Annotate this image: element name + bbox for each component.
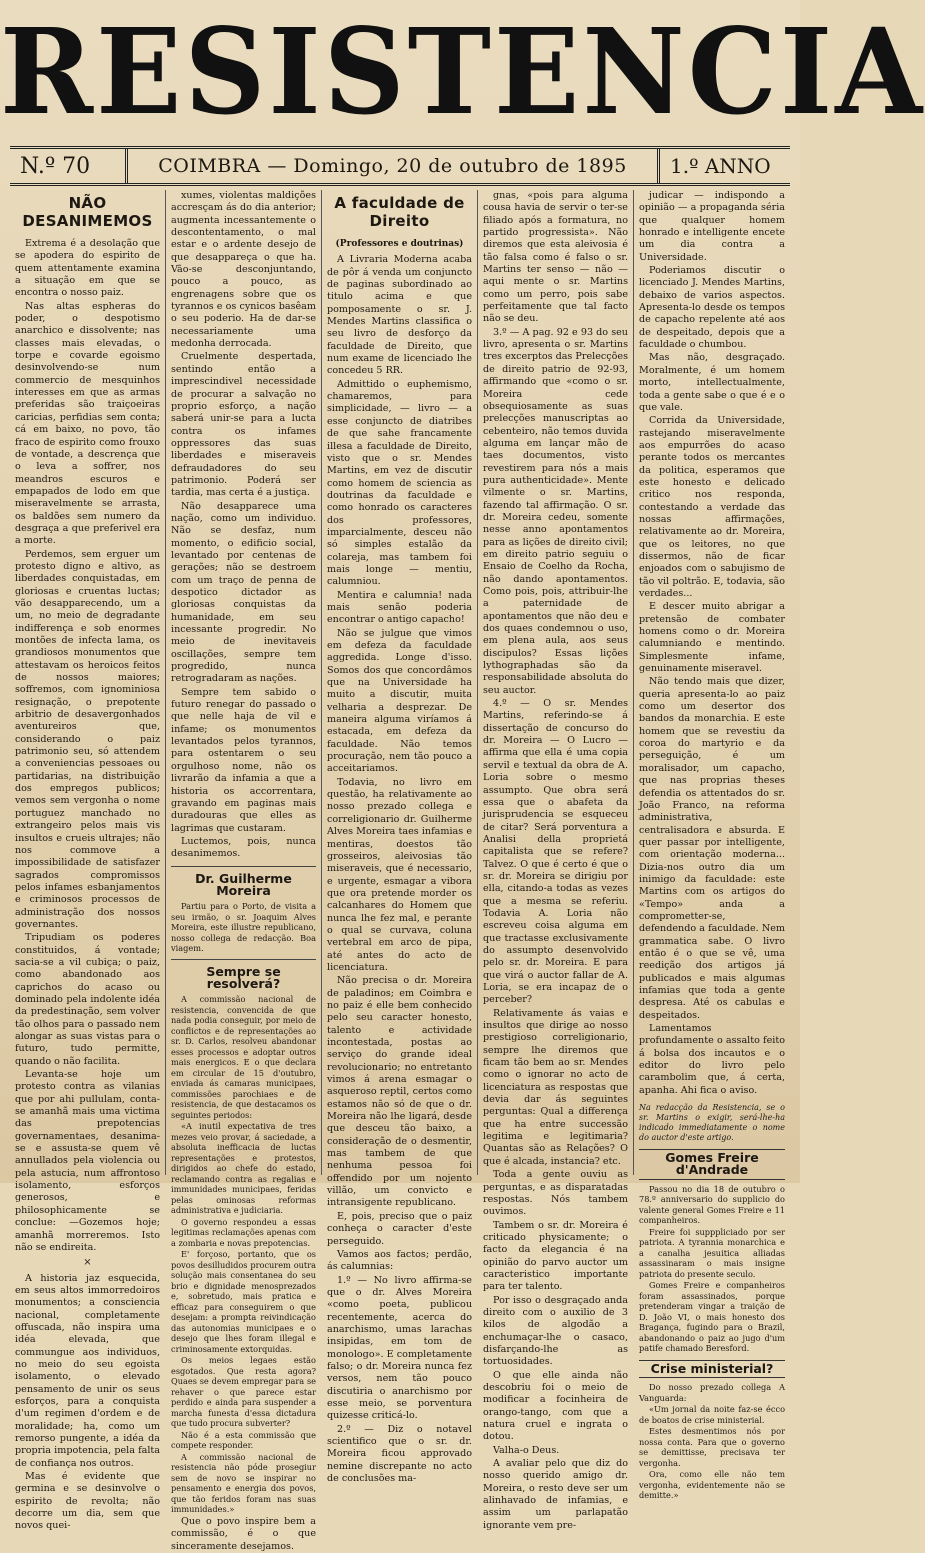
paragraph: xumes, violentas maldições accresçam ás do dia anterior; augmenta incessantemente o descontentamento, o mal estar e o ardente desejo de que desappareça o que ha. Vão-se desconjuntando, pouco a pouco, as engrenagens sobre que os tyrannos e os cynicos basêam o seu poderio. Ha de dar-se necessariamente uma medonha derrocada.	[171, 190, 316, 350]
quote-paragraph: «A inutil expectativa de tres mezes veio provar, á saciedade, a absoluta inefficacia de luctas representações e protestos, dirigidos ao chefe do estado, reclamando contra as regalias e immunidades municipaes, feridas pelas ominosas reformas administrativa e judiciaria.	[171, 1121, 316, 1216]
article-subtitle: (Professores e doutrinas)	[335, 239, 464, 249]
paragraph: A Livraria Moderna acaba de pôr á venda um conjuncto de paginas subordinado ao titulo acima e que pomposamente o sr. J. Mendes Martins classifica o seu livro de desforço da faculdade de Direito, que num exame de licenciado lhe concedeu 5 RR.	[327, 254, 472, 377]
paragraph: judicar — indispondo a opinião — a propaganda séria que qualquer homem honrado e intelligente encete um dia contra a Universidade.	[639, 190, 785, 263]
quote-paragraph: Ora, como elle não tem vergonha, evidentemente não se demitte.»	[639, 1469, 785, 1501]
paragraph: Sempre tem sabido o futuro renegar do passado o que nelle haja de vil e infame; os monumentos levantados pelos tyrannos, para ostentarem o seu orgulhoso nome, não os livrarão da infamia a que a historia os accorrentara, gravando em paginas mais duradouras que elles as lagrimas que custaram.	[171, 686, 316, 834]
quote-paragraph: Não é a esta commissão que compete responder.	[171, 1429, 316, 1451]
column-5	[634, 190, 790, 1501]
paragraph: E descer muito abrigar a pretensão de combater homens como o dr. Moreira calumniando e mentindo. Simplesmente infame, genuinamente miseravel.	[639, 601, 785, 675]
newspaper-title: RESISTENCIA	[0, 3, 925, 142]
paragraph: Perdemos, sem erguer um protesto digno e altivo, as liberdades conquistadas, em gloriosas e cruentas luctas; vão desapparecendo, um a um, no meio de degradante indifferença e sob enormes montões de infecta lama, os grandiosos monumentos que attestavam os heroicos feitos de nossos maiores; soffremos, com ignominiosa resignação, o prepotente arbitrio de desavergonhados aventureiros que, considerando o paiz patrimonio seu, só attendem a conveniencias pessoaes ou partidarias, na distribuição dos empregos publicos; vemos sem vergonha o nome portuguez manchado no extrangeiro pelos mais vis insultos e crueis ultrajes; não nos commove a impossibilidade de satisfazer sagrados compromissos pelos infames esbanjamentos e criminosos processos de administração dos nossos governantes.	[15, 548, 160, 930]
paragraph: Passou no dia 18 de outubro o 78.º anniversario do supplicio do valente general Gomes Freire e 11 companheiros.	[639, 1183, 785, 1226]
column-4	[478, 190, 634, 1531]
divider	[171, 866, 316, 867]
column-1	[10, 190, 166, 1532]
quote-paragraph: «Um jornal da noite faz-se écco de boatos de crise ministerial.	[639, 1404, 785, 1425]
paragraph: Levanta-se hoje um protesto contra as vilanias que por ahi pullulam, conta-se amanhã mais uma victima das prepotencias governamentaes, desanima-se e assusta-se quem vê annullados pela violencia ou pela astucia, num affrontoso isolamento, esforços generosos, e philosophicamente se conclue: —Gozemos hoje; amanhã morreremos. Isto não se endireita.	[15, 1069, 160, 1253]
paragraph: Toda a gente ouviu as perguntas, e as disparatadas respostas. Nós tambem ouvimos.	[483, 1169, 628, 1218]
paragraph: Cruelmente despertada, sentindo então a imprescindivel necessidade de procurar a salvação no proprio esforço, a nação saberá unir-se para a lucta contra os infames oppressores das suas liberdades e miseraveis defraudadores do seu patrimonio. Poderá ser tardia, mas certa é a justiça.	[171, 351, 316, 499]
paragraph: O que elle ainda não descobriu foi o meio de modificar a focinheira de orango-tango, com que a natura cruel e ingrata o dotou.	[483, 1369, 628, 1443]
paragraph: 1.º — No livro affirma-se que o dr. Alves Moreira «como poeta, publicou recentemente, acerca do anarchismo, umas larachas insipidas, em tom de monologo». E completamente falso; o dr. Moreira nunca fez versos, nem tão pouco discutiria o anarchismo por esse meio, se porventura quizesse criticá-lo.	[327, 1274, 472, 1422]
paragraph: Por isso o desgraçado anda direito com o auxilio de 3 kilos de algodão a enchumaçar-lhe o casaco, disfarçando-lhe as tortuosidades.	[483, 1294, 628, 1368]
paragraph: 2.º — Diz o notavel scientifico que o sr. dr. Moreira ficou approvado nemine discrepante no acto de conclusões ma-	[327, 1423, 472, 1485]
paragraph: Tripudiam os poderes constituidos, á vontade; sacia-se a vil cubiça; o paiz, como abandonado aos caprichos do acaso ou dominado pela indolente idéa da predestinação, sem volver tão olhos para o passado nem alongar as suas vistas para o futuro, tudo permitte, quando o não facilita.	[15, 932, 160, 1067]
paragraph: A commissão nacional de resistencia, convencida de que nada podia conseguir, por meio de conflictos e de representações ao sr. D. Carlos, resolveu abandonar esses processos e adoptar outros mais energicos. E o que declara em circular de 15 d'outubro, enviada ás camaras municipaes, commissões parochiaes e de resistencia, de que destacamos os seguintes periodos:	[171, 994, 316, 1120]
paragraph: Extrema é a desolação que se apodera do espirito de quem attentamente examina a situação em que se encontra o nosso paiz.	[15, 238, 160, 299]
paragraph: Gomes Freire e companheiros foram assassinados, porque pretenderam vingar a traição de D. João VI, o mais honesto dos Bragança, fugindo para o Brazil, abandonando o paiz ao jugo d'um patife chamado Beresford.	[639, 1280, 785, 1354]
paragraph: Partiu para o Porto, de visita a seu irmão, o sr. Joaquim Alves Moreira, este illustre republicano, nosso collega de redacção. Boa viagem.	[171, 901, 316, 954]
paragraph: 4.º — O sr. Mendes Martins, referindo-se á dissertação de concurso do dr. Moreira — O Lucro — affirma que ella é uma copia servil e textual da obra de A. Loria sobre o mesmo assumpto. Que obra será essa que o abafeta da jurisprudencia se esqueceu de citar? Será porventura a Analisi della proprietá capitalista que se refere? Talvez. O que é certo é que o sr. dr. Moreira se dirigiu por ella, citando-a todas as vezes que a mesma se referiu. Todavia A. Loria não escreveu coisa alguma em que tractasse exclusivamente do assumpto desenvolvido pelo sr. dr. Moreira. E para que virá o auctor fallar de A. Loria, se era incapaz de o perceber?	[483, 698, 628, 1006]
paragraph: Lamentamos profundamente o assalto feito á bolsa dos incautos e o editor do livro pelo carambolim que, á certa, apanha. Ahi fica o aviso.	[639, 1023, 785, 1096]
paragraph: Todavia, no livro em questão, ha relativamente ao nosso prezado collega e correligionario dr. Guilherme Alves Moreira taes infamias e mentiras, doestos tão grosseiros, aleivosias tão miseraveis, que é necessario, e urgente, esmagar a vibora que ora pretende morder os calcanhares do Homem que nunca lhe fez mal, e perante o qual se curvava, coluna vertebral em arco de pipa, até antes do acto de licenciatura.	[327, 776, 472, 973]
issue-year: 1.º ANNO	[657, 149, 790, 183]
quote-paragraph: Estes desmentimos nós por nossa conta. Para que o governo se demittisse, precisava ter vergonha.	[639, 1426, 785, 1468]
paragraph: Não tendo mais que dizer, queria apresenta-lo ao paiz como um desertor dos bandos da monarchia. E este homem que se revestiu da coroa do martyrio e da perseguição, é um moralisador, um capacho, que nas proprias theses defendia os attentados do sr. João Franco, na reforma administrativa, centralisadora e absurda. E quer passar por intelligente, com orientação moderna... Dizia-nos outro dia um inimigo da faculdade: este Martins com os artigos do «Tempo» anda a comprometter-se, defendendo a faculdade. Nem grammatica sabe. O livro então é o que se vê, uma reedição dos artigos já publicados e mais algumas infamias que toda a gente despresa. Até os cabulas e despeitados.	[639, 676, 785, 1021]
paragraph: Tambem o sr. dr. Moreira é criticado physicamente; o facto da elegancia é na opinião do parvo auctor um caracteristico importante para ter talento.	[483, 1219, 628, 1293]
paragraph: gnas, «pois para alguma cousa havia de servir o ter-se filiado após a formatura, no partido progressista». Não diremos que esta aleivosia é tão falsa como é falso o sr. Martins ter senso — não — aqui mente o sr. Martins como um perro, pois sabe perfeitamente que tal facto não se deu.	[483, 190, 628, 325]
paragraph: Luctemos, pois, nunca desanimemos.	[171, 835, 316, 860]
paragraph: Não desapparece uma nação, como um individuo. Não se desfaz, num momento, o edificio social, levantado por centenas de gerações; não se destroem com um traço de penna de despotico dictador as gloriosas conquistas da humanidade, em seu incessante progredir. No meio de inevitaveis oscillações, sempre tem progredido, nunca retrogradaram as nações.	[171, 500, 316, 685]
issue-info-bar	[10, 146, 790, 186]
headline-guilherme-moreira: Dr. Guilherme Moreira	[195, 870, 292, 898]
paragraph: A historia jaz esquecida, em seus altos immorredoiros monumentos; a consciencia nacional, completamente offuscada, não inspira uma idéa elevada, que commungue aos individuos, no meio do seu egoista isolamento, o elevado pensamento de unir os seus esforços, para a conquista d'um regimen d'ordem e de moralidade; ha, como um remorso pungente, a idéa da propria impotencia, pela falta de confiança nos outros.	[15, 1272, 160, 1469]
article-columns	[10, 190, 790, 1552]
paragraph: Mentira e calumnia! nada mais senão poderia encontrar o antigo capacho!	[327, 589, 472, 626]
headline-nao-desanimemos: NÃO DESANIMEMOS	[22, 194, 153, 230]
headline-sempre-se-resolvera: Sempre se resolverá?	[206, 963, 281, 992]
paragraph: Valha-o Deus.	[493, 1444, 560, 1456]
paragraph: Nas altas espheras do poder, o despotismo anarchico e dissolvente; nas classes mais elevadas, o torpe e covarde egoismo desinvolvendo-se num commercio de mesquinhos interesses em que as armas preferidas são traiçoeiras caricias, perfidias sem conta; cá em baixo, no povo, tão fraco de espirito como frouxo de vontade, a descrença que o leva a soffrer, nos meandros escuros e empapados de lodo em que miseravelmente se arrasta, os baldões sem numero da desgraça a que preferivel era a morte.	[15, 300, 160, 547]
quote-paragraph: A commissão nacional de resistencia não póde prosegiur sem de novo se inspirar no pensamento e energia dos povos, que tão feridos foram nas suas immunidades.»	[171, 1451, 316, 1515]
paragraph: Corrida da Universidade, rastejando miseravelmente aos empurrões do acaso perante todos os mercantes da politica, esperamos que este honesto e delicado critico nos responda, contestando a verdade das nossas affirmações, relativamente ao dr. Moreira, que os leitores, no que dissermos, não de ficar enjoados com o sabujismo de tão vil poltrão. E, todavia, são verdades...	[639, 415, 785, 599]
editorial-note: Na redacção da Resistencia, se o sr. Martins o exigir, será-lhe-ha indicado immediatamente o nome do auctor d'este artigo.	[639, 1103, 785, 1143]
headline-faculdade-direito: A faculdade de Direito	[334, 194, 465, 230]
masthead	[0, 3, 925, 142]
paragraph: Relativamente ás vaias e insultos que dirige ao nosso prestigioso correligionario, sempre lhe diremos que ficam tão bem ao sr. Mendes como o ignorar no acto de licenciatura as respostas que devia dar ás seguintes perguntas: Qual a differença que ha entre successão legitima e legitimaria? Quantas são as Relações? O que é alcada, instancia? etc.	[483, 1007, 628, 1167]
section-separator: ×	[83, 1257, 92, 1269]
paragraph: Não se julgue que vimos em defeza da faculdade aggredida. Longe d'isso. Somos dos que concordâmos que na Universidade ha muito a discutir, muita velharia a desprezar. De maneira alguma viríamos á estacada, em defeza da faculdade. Não temos procuração, nem tão pouco a acceitariamos.	[327, 627, 472, 775]
quote-paragraph: O governo respondeu a essas legitimas reclamações apenas com a zombaria e novas prepotencias.	[171, 1216, 316, 1248]
paragraph: Freire foi supppliciado por ser patriota. A tyrannia monarchica e a canalha jesuitica alliadas assassinaram o mais insigne patriota do presente seculo.	[639, 1226, 785, 1279]
paragraph: Vamos aos factos; perdão, ás calumnias:	[327, 1248, 472, 1273]
headline-gomes-freire: Gomes Freire d'Andrade	[639, 1149, 785, 1180]
issue-number: N.º 70	[10, 149, 128, 183]
paragraph: Do nosso prezado collega A Vanguarda:	[639, 1382, 785, 1403]
quote-paragraph: E' forçoso, portanto, que os povos desilludidos procurem outra solução mais consentanea do seu brio e dignidade menosprezados e, sobretudo, mais pratica e efficaz para conseguirem o que desejam: a prompta reivindicação das autonomias municipaes e o desejo que lhes foram illegal e criminosamente extorquidas.	[171, 1249, 316, 1354]
divider	[171, 959, 316, 960]
issue-place-date: COIMBRA — Domingo, 20 de outubro de 1895	[158, 155, 627, 177]
paragraph: Mas é evidente que germina e se desinvolve o espirito de revolta; não decorre um dia, sem que novos quei-	[15, 1471, 160, 1532]
paragraph: 3.º — A pag. 92 e 93 do seu livro, apresenta o sr. Martins tres excerptos das Prelecções de direito patrio de 92-93, affirmando que «como o sr. Moreira cede obsequiosamente as suas prelecções manuscriptas ao cebenteiro, não temos duvida alguma em lançar mão de taes documentos, visto revestirem para nós a mais pura authenticidade». Mente vilmente o sr. Martins, fazendo tal affirmação. O sr. dr. Moreira cedeu, somente nesse anno apontamentos para as lições de direito civil; em direito patrio seguiu o Ensaio de Coelho da Rocha, não dando apontamentos. Como pois, pois, attribuir-lhe a paternidade de apontamentos que não deu e dos quaes condemnou o uso, em plena aula, aos seus discipulos? Essas lições lythographadas são da responsabilidade absoluta do seu auctor.	[483, 326, 628, 696]
paragraph: Mas não, desgraçado. Moralmente, é um homem morto, intellectualmente, toda a gente sabe o que é e o que vale.	[639, 352, 785, 413]
column-3	[322, 190, 478, 1485]
paragraph: Admittido o euphemismo, chamaremos, para simplicidade, — livro — a esse conjuncto de diatribes de que sahe francamente illesa a faculdade de Direito, visto que o sr. Mendes Martins, em vez de discutir como homem de sciencia as doutrinas da faculdade e como honrado os caracteres dos professores, imparcialmente, desceu não só simples estalão da colareja, mas tambem foi mais longe — mentiu, calumniou.	[327, 378, 472, 588]
paragraph: Não precisa o dr. Moreira de paladinos; em Coimbra e no paiz é elle bem conhecido pelo seu caracter honesto, talento e actividade incontestada, postas ao serviço do grande ideal revolucionario; no entretanto vimos á arena esmagar o asqueroso reptil, certos como estamos não só de que o dr. Moreira não lhe ligará, desde que desceu tão baixo, a consideração de o desmentir, mas tambem de que nenhuma pessoa foi offendido por um nojento villão, um convicto e intransigente republicano.	[327, 975, 472, 1209]
paragraph: E, pois, preciso que o paiz conheça o caracter d'este perseguido.	[327, 1210, 472, 1247]
paragraph: A avaliar pelo que diz do nosso querido amigo dr. Moreira, o resto deve ser um alinhavado de infamias, e assim um parlapatão ignorante vem pre-	[483, 1458, 628, 1531]
headline-crise-ministerial: Crise ministerial?	[639, 1360, 785, 1378]
paragraph: Poderiamos discutir o licenciado J. Mendes Martins, debaixo de varios aspectos. Apresenta-lo desde os tempos de capacho repelente até aos de despeitado, depois que a faculdade o chumbou.	[639, 265, 785, 351]
paragraph: Que o povo inspire bem a commissão, é o que sinceramente desejamos.	[171, 1515, 316, 1552]
quote-paragraph: Os meios legaes estão esgotados. Que resta agora? Quaes se devem empregar para se rehaver o que parece estar perdido e ainda para suspender a marcha funesta d'essa dictadura que tudo procura subverter?	[171, 1355, 316, 1429]
column-2	[166, 190, 322, 1552]
